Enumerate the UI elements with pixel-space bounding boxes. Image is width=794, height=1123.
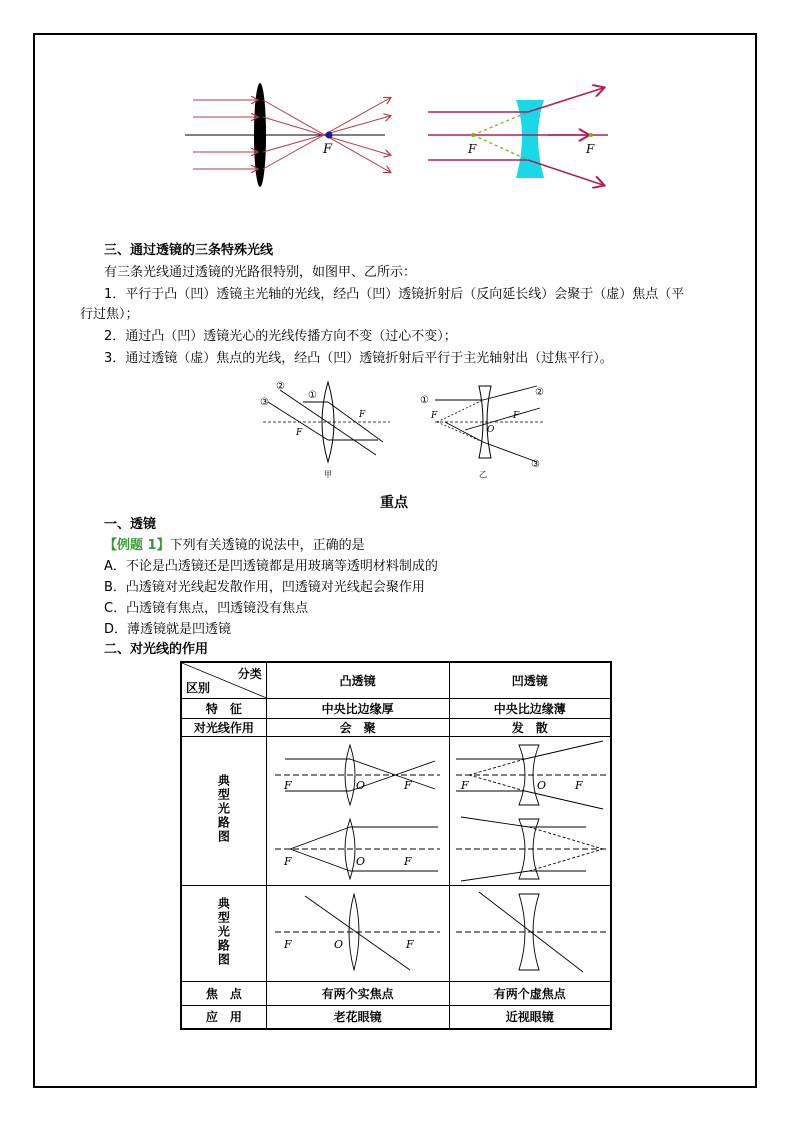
section3-intro: 有三条光线通过透镜的光路很特别，如图甲、乙所示： — [104, 265, 417, 280]
focus-label: F — [296, 428, 303, 438]
section3-heading: 三、通过透镜的三条特殊光线 — [104, 243, 274, 258]
optical-center-label: O — [356, 778, 366, 792]
convex-path-diagrams — [266, 736, 449, 885]
concave-use: 近视眼镜 — [449, 1005, 611, 1029]
rule-2: 2．通过凸（凹）透镜光心的光线传播方向不变（过心不变）； — [104, 329, 457, 344]
focus-label: F — [460, 778, 469, 792]
row-label-path — [181, 736, 266, 885]
section2-heading: 二、对光线的作用 — [104, 642, 209, 657]
row-label-path-2-text: 典型光路图 — [216, 896, 231, 967]
concave-path-svg — [451, 737, 609, 882]
optical-center-label: O — [536, 778, 546, 792]
focus-label: F — [513, 411, 520, 421]
example-question-text: 下列有关透镜的说法中，正确的是 — [169, 538, 365, 553]
table-header-row — [181, 662, 611, 698]
focus-label: F — [284, 778, 292, 792]
focus-label: F — [284, 937, 292, 951]
concave-path-diagrams — [449, 736, 611, 885]
rule-1-line-b: 行过焦）； — [80, 307, 139, 322]
concave-focus: 有两个虚焦点 — [449, 981, 611, 1005]
ray-3-label: ③ — [531, 459, 540, 470]
table-row — [181, 885, 611, 981]
focus-label: F — [574, 778, 583, 792]
option-a: A．不论是凸透镜还是凹透镜都是用玻璃等透明材料制成的 — [104, 559, 438, 574]
convex-path-svg — [270, 737, 445, 882]
focus-label: F — [323, 142, 333, 157]
row-label-use: 应 用 — [181, 1005, 266, 1029]
section1-heading: 一、透镜 — [104, 517, 157, 532]
row-label-path-text: 典型光路图 — [216, 774, 231, 844]
concave-lens-diverging-diagram — [428, 80, 608, 190]
concave-effect: 发 散 — [449, 718, 611, 736]
lens-comparison-table — [180, 661, 612, 1030]
focus-label: F — [406, 937, 414, 951]
concave-center-ray — [449, 885, 611, 981]
corner-top-label: 分类 — [237, 667, 262, 681]
convex-use: 老花眼镜 — [266, 1005, 449, 1029]
optical-center-label: O — [334, 937, 344, 951]
option-c: C．凸透镜有焦点，凹透镜没有焦点 — [104, 601, 309, 616]
ray-1-label: ① — [420, 395, 429, 406]
focus-label: F — [431, 411, 438, 421]
example-1-question — [104, 536, 365, 556]
concave-center-svg — [451, 886, 609, 978]
header-convex: 凸透镜 — [266, 662, 449, 698]
option-d: D．薄透镜就是凹透镜 — [104, 622, 232, 637]
figure-yi-concave-rays — [415, 380, 555, 480]
convex-lens-converging-diagram — [185, 80, 395, 190]
key-points-heading: 重点 — [380, 495, 408, 511]
convex-center-svg — [270, 886, 445, 978]
figure-jia-convex-rays — [258, 380, 398, 480]
table-row — [181, 698, 611, 718]
rule-1-line-a: 1．平行于凸（凹）透镜主光轴的光线，经凸（凹）透镜折射后（反向延长线）会聚于（虚）焦点（平 — [104, 287, 685, 302]
row-label-effect: 对光线作用 — [181, 718, 266, 736]
focus-label-right: F — [586, 142, 595, 156]
header-concave: 凹透镜 — [449, 662, 611, 698]
corner-cell — [181, 662, 266, 698]
ray-3-label: ③ — [260, 397, 269, 408]
focus-label: F — [359, 410, 366, 420]
convex-feature: 中央比边缘厚 — [266, 698, 449, 718]
option-b: B．凸透镜对光线起发散作用，凹透镜对光线起会聚作用 — [104, 580, 425, 595]
caption-jia: 甲 — [324, 470, 332, 479]
row-label-path-2 — [181, 885, 266, 981]
focus-label-left: F — [468, 142, 477, 156]
caption-yi: 乙 — [479, 470, 487, 479]
ray-1-label: ① — [308, 390, 317, 401]
focus-label: F — [404, 778, 412, 792]
convex-center-ray — [266, 885, 449, 981]
optical-center-label: O — [487, 425, 495, 435]
row-label-feature: 特 征 — [181, 698, 266, 718]
table-row — [181, 718, 611, 736]
table-row — [181, 736, 611, 885]
table-row — [181, 1005, 611, 1029]
convex-focus: 有两个实焦点 — [266, 981, 449, 1005]
table-row — [181, 981, 611, 1005]
focus-label: F — [404, 854, 412, 868]
ray-2-label: ② — [276, 381, 285, 392]
ray-2-label: ② — [535, 387, 544, 398]
convex-effect: 会 聚 — [266, 718, 449, 736]
concave-feature: 中央比边缘薄 — [449, 698, 611, 718]
rule-3: 3．通过透镜（虚）焦点的光线，经凸（凹）透镜折射后平行于主光轴射出（过焦平行）。 — [104, 351, 613, 366]
example-tag: 【例题 1】 — [104, 538, 170, 553]
focus-label: F — [284, 854, 292, 868]
optical-center-label: O — [356, 854, 366, 868]
row-label-focus: 焦 点 — [181, 981, 266, 1005]
corner-bottom-label: 区别 — [186, 680, 211, 695]
